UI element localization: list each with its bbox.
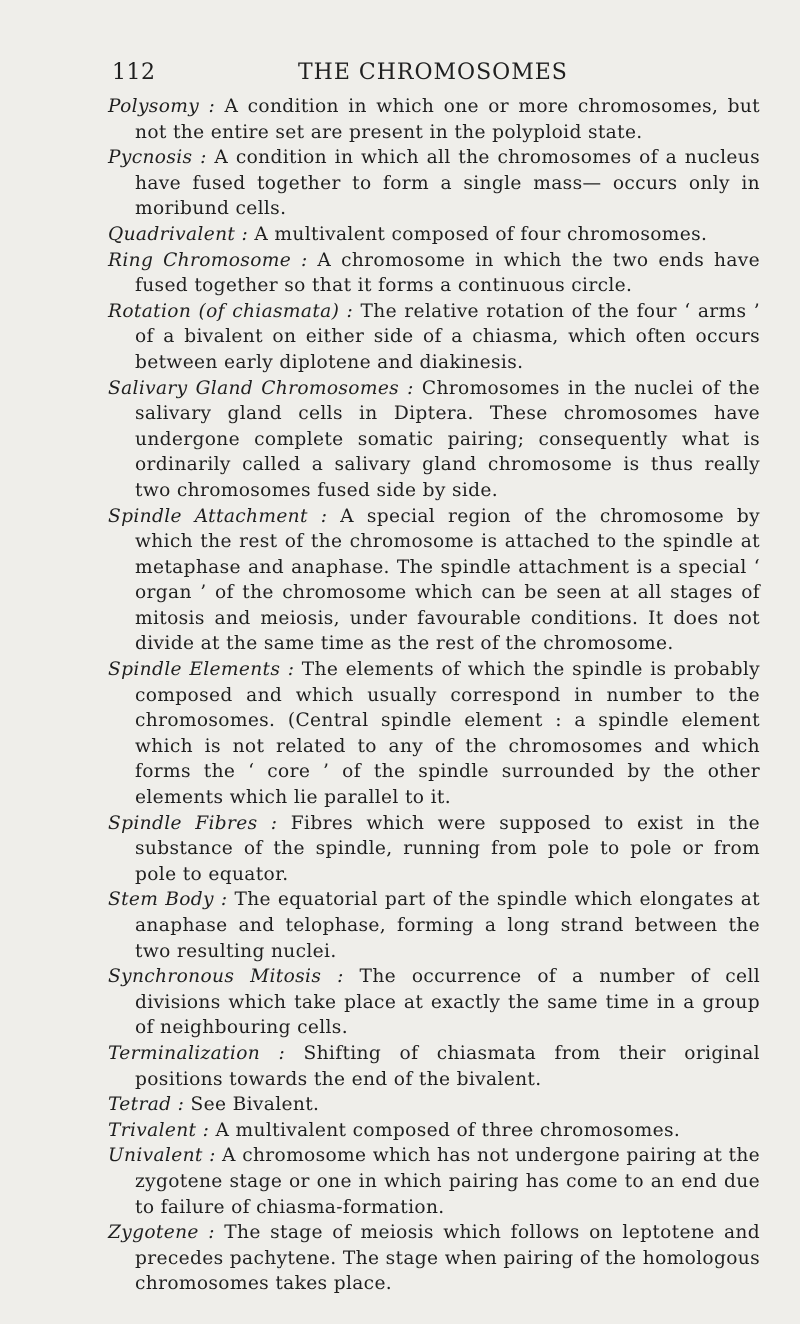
glossary-definition: Chromosomes in the nuclei of the salivary gland cells in Diptera. These chromosomes have undergone complete somatic pairing; consequently what is ordinarily called a salivary gland chromosome is thus really two chromosomes fused side by side. <box>135 377 760 501</box>
glossary-definition: A multivalent composed of three chromosomes. <box>209 1119 681 1141</box>
glossary-definition: The equatorial part of the spindle which elongates at anaphase and telophase, forming a long strand between the two resulting nuclei. <box>135 889 760 962</box>
glossary-term: Spindle Fibres : <box>108 812 278 834</box>
glossary-term: Pycnosis : <box>108 147 207 169</box>
glossary-term: Rotation (of chiasmata) : <box>108 300 354 322</box>
glossary-entry-synchronous-mitosis <box>108 964 760 1041</box>
glossary-entry-salivary-gland-chromosomes <box>108 376 760 504</box>
glossary-term: Spindle Attachment : <box>108 505 328 527</box>
glossary-definition: The occurrence of a number of cell divisions which take place at exactly the same time in a group of neighbouring cells. <box>135 966 760 1039</box>
glossary-entry-terminalization <box>108 1041 760 1092</box>
glossary-entry-stem-body <box>108 887 760 964</box>
glossary-definition: A special region of the chromosome by which the rest of the chromosome is attached to the spindle at metaphase and anaphase. The spindle attachment is a special ‘ organ ’ of the chromosome which can be seen at all stages of mitosis and meiosis, under favourable conditions. It does not divide at the same time as the rest of the chromosome. <box>135 505 760 655</box>
glossary-definition: The elements of which the spindle is probably composed and which usually correspond in number to the chromosomes. (Central spindle element : a spindle element which is not related to any of the chromosomes and which forms the ‘ core ’ of the spindle surrounded by the other elements which lie parallel to it. <box>135 659 760 809</box>
glossary-term: Salivary Gland Chromosomes : <box>108 377 414 399</box>
glossary-term: Terminalization : <box>108 1042 286 1064</box>
glossary-entry-univalent <box>108 1143 760 1220</box>
glossary-term: Polysomy : <box>108 96 216 117</box>
glossary-entry-spindle-attachment <box>108 504 760 658</box>
glossary-list <box>108 94 760 1297</box>
glossary-entry-pycnosis <box>108 145 760 222</box>
glossary-term: Zygotene : <box>108 1222 215 1244</box>
glossary-entry-quadrivalent <box>108 222 760 248</box>
glossary-definition: The relative rotation of the four ‘ arms ’ of a bivalent on either side of a chiasma, which often occurs between early diplotene and diakinesis. <box>135 300 760 373</box>
glossary-entry-spindle-elements <box>108 657 760 811</box>
glossary-definition: A condition in which one or more chromosomes, but not the entire set are present in the polyploid state. <box>135 96 760 143</box>
glossary-entry-trivalent <box>108 1118 760 1144</box>
glossary-definition: A chromosome in which the two ends have fused together so that it forms a continuous circle. <box>135 249 760 297</box>
glossary-entry-tetrad <box>108 1092 760 1118</box>
glossary-definition: Fibres which were supposed to exist in the substance of the spindle, running from pole to pole or from pole to equator. <box>135 812 760 885</box>
glossary-definition: The stage of meiosis which follows on leptotene and precedes pachytene. The stage when pairing of the homologous chromosomes takes place. <box>135 1222 760 1295</box>
glossary-term: Ring Chromosome : <box>108 249 308 271</box>
glossary-term: Univalent : <box>108 1145 216 1167</box>
glossary-term: Tetrad : <box>108 1094 185 1116</box>
glossary-definition: A multivalent composed of four chromosomes. <box>248 223 708 245</box>
page-header <box>108 50 760 84</box>
glossary-term: Spindle Elements : <box>108 659 295 681</box>
glossary-term: Quadrivalent : <box>108 223 249 245</box>
glossary-definition: Shifting of chiasmata from their original positions towards the end of the bivalent. <box>135 1042 760 1090</box>
glossary-entry-rotation <box>108 299 760 376</box>
glossary-entry-zygotene <box>108 1220 760 1297</box>
glossary-entry-polysomy <box>108 94 760 145</box>
glossary-term: Trivalent : <box>108 1119 210 1141</box>
glossary-entry-spindle-fibres <box>108 811 760 888</box>
glossary-term: Stem Body : <box>108 889 228 911</box>
glossary-term: Synchronous Mitosis : <box>108 966 344 988</box>
glossary-definition: A condition in which all the chromosomes of a nucleus have fused together to form a single mass— occurs only in moribund cells. <box>135 147 761 220</box>
glossary-definition: A chromosome which has not undergone pairing at the zygotene stage or one in which pairing has come to an end due to failure of chiasma-formation. <box>135 1145 760 1218</box>
glossary-entry-ring-chromosome <box>108 248 760 299</box>
running-head: THE CHROMOSOMES <box>298 60 568 85</box>
glossary-definition: See Bivalent. <box>184 1094 320 1116</box>
page-number: 112 <box>112 60 156 85</box>
